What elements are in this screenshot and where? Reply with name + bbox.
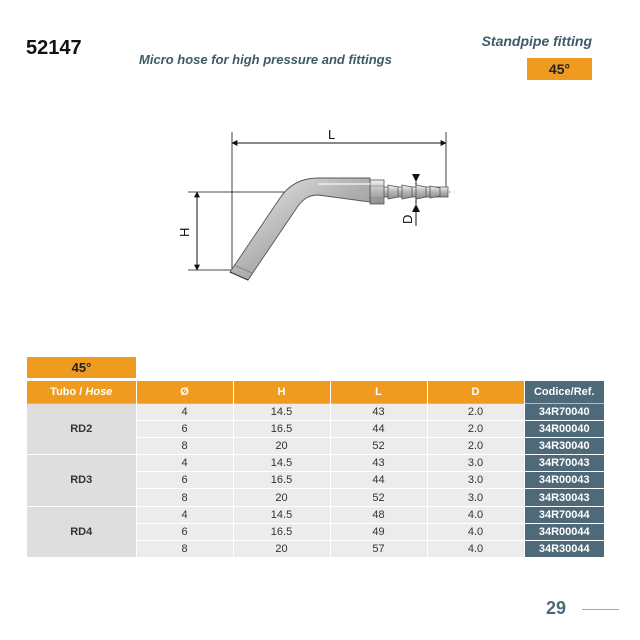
spec-table bbox=[27, 381, 604, 558]
dim-label-h: H bbox=[177, 227, 192, 237]
header-tubo-hose: Tubo / Hose bbox=[27, 381, 136, 403]
cell-h: 20 bbox=[233, 541, 330, 558]
group-label: RD2 bbox=[27, 403, 136, 455]
table-row bbox=[27, 455, 604, 472]
cell-ref: 34R30040 bbox=[524, 437, 604, 454]
cell-d: 4.0 bbox=[427, 541, 524, 558]
cell-l: 48 bbox=[330, 506, 427, 523]
cell-h: 14.5 bbox=[233, 506, 330, 523]
page-number: 29 bbox=[546, 598, 567, 618]
cell-ref: 34R30044 bbox=[524, 541, 604, 558]
header-ref: Codice/Ref. bbox=[524, 381, 604, 403]
cell-d: 2.0 bbox=[427, 403, 524, 420]
cell-diameter: 6 bbox=[136, 523, 233, 540]
table-row bbox=[27, 403, 604, 420]
table-angle-tab: 45° bbox=[27, 357, 136, 378]
cell-l: 44 bbox=[330, 420, 427, 437]
cell-ref: 34R70040 bbox=[524, 403, 604, 420]
table-header-row bbox=[27, 381, 604, 403]
cell-d: 3.0 bbox=[427, 489, 524, 506]
cell-ref: 34R00044 bbox=[524, 523, 604, 540]
angle-badge: 45° bbox=[527, 58, 592, 80]
dim-label-l: L bbox=[328, 127, 336, 142]
header-h: H bbox=[233, 381, 330, 403]
cell-l: 44 bbox=[330, 472, 427, 489]
fitting-technical-drawing bbox=[170, 112, 460, 312]
cell-ref: 34R00043 bbox=[524, 472, 604, 489]
header-diameter: Ø bbox=[136, 381, 233, 403]
cell-d: 4.0 bbox=[427, 506, 524, 523]
table-row bbox=[27, 506, 604, 523]
cell-diameter: 8 bbox=[136, 541, 233, 558]
cell-diameter: 8 bbox=[136, 489, 233, 506]
cell-ref: 34R00040 bbox=[524, 420, 604, 437]
group-label: RD3 bbox=[27, 455, 136, 507]
cell-diameter: 6 bbox=[136, 472, 233, 489]
cell-h: 14.5 bbox=[233, 455, 330, 472]
cell-l: 49 bbox=[330, 523, 427, 540]
cell-ref: 34R70044 bbox=[524, 506, 604, 523]
cell-d: 2.0 bbox=[427, 420, 524, 437]
fitting-hex-nut bbox=[370, 180, 384, 204]
dim-label-d: D bbox=[400, 214, 415, 224]
group-label: RD4 bbox=[27, 506, 136, 558]
hose-barb bbox=[382, 185, 448, 199]
cell-h: 16.5 bbox=[233, 472, 330, 489]
cell-l: 57 bbox=[330, 541, 427, 558]
cell-diameter: 4 bbox=[136, 506, 233, 523]
cell-diameter: 6 bbox=[136, 420, 233, 437]
header-l: L bbox=[330, 381, 427, 403]
cell-diameter: 4 bbox=[136, 455, 233, 472]
cell-l: 43 bbox=[330, 455, 427, 472]
cell-d: 3.0 bbox=[427, 455, 524, 472]
cell-ref: 34R30043 bbox=[524, 489, 604, 506]
header-d: D bbox=[427, 381, 524, 403]
product-category: Standpipe fitting bbox=[481, 33, 592, 49]
product-subtitle: Micro hose for high pressure and fittings bbox=[139, 52, 392, 67]
cell-h: 16.5 bbox=[233, 523, 330, 540]
cell-l: 43 bbox=[330, 403, 427, 420]
cell-h: 16.5 bbox=[233, 420, 330, 437]
cell-d: 2.0 bbox=[427, 437, 524, 454]
cell-d: 3.0 bbox=[427, 472, 524, 489]
product-code: 52147 bbox=[26, 37, 82, 59]
bent-tube bbox=[230, 178, 370, 280]
page-number-rule bbox=[582, 609, 619, 610]
cell-l: 52 bbox=[330, 489, 427, 506]
cell-d: 4.0 bbox=[427, 523, 524, 540]
cell-h: 20 bbox=[233, 489, 330, 506]
cell-l: 52 bbox=[330, 437, 427, 454]
cell-ref: 34R70043 bbox=[524, 455, 604, 472]
cell-h: 14.5 bbox=[233, 403, 330, 420]
cell-diameter: 4 bbox=[136, 403, 233, 420]
cell-diameter: 8 bbox=[136, 437, 233, 454]
cell-h: 20 bbox=[233, 437, 330, 454]
